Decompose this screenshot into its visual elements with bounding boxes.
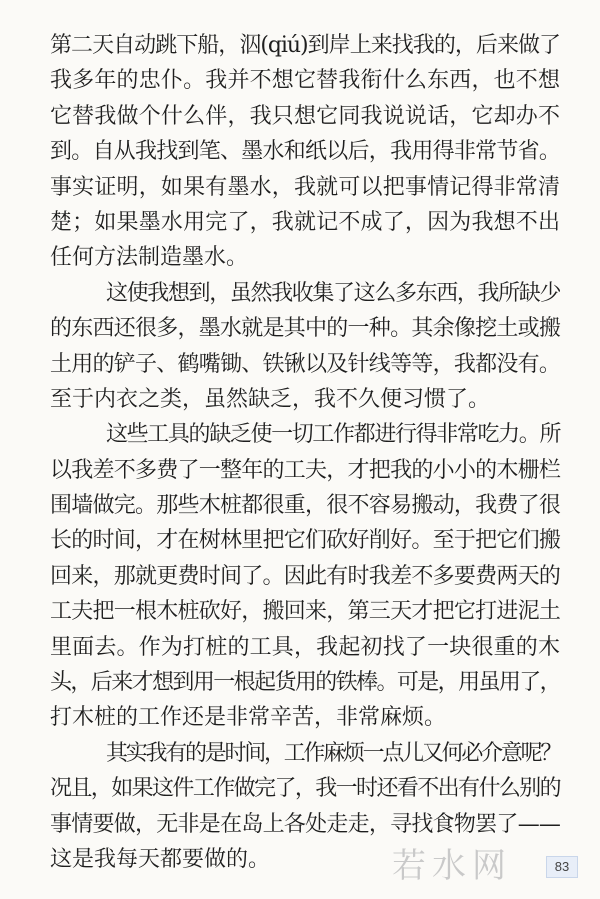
text-line: 第二天自动跳下船，泅(qiú)到岸上来找我的，后来做了 bbox=[50, 33, 560, 58]
text-line: 况且，如果这件工作做完了，我一时还看不出有什么别的 bbox=[50, 776, 560, 802]
text-line: 打木桩的工作还是非常辛苦，非常麻烦。 bbox=[50, 705, 447, 731]
text-line: 楚；如果墨水用完了，我就记不成了，因为我想不出 bbox=[50, 209, 560, 235]
text-line: 回来，那就更费时间了。因此有时我差不多要费两天的 bbox=[50, 563, 560, 589]
page-number: 83 bbox=[546, 856, 578, 878]
text-line: 围墙做完。那些木桩都很重，很不容易搬动，我费了很 bbox=[50, 493, 560, 519]
text-line: 里面去。作为打桩的工具，我起初找了一块很重的木 bbox=[50, 634, 560, 660]
paragraph-start: 其实我有的是时间，工作麻烦一点儿又何必介意呢？ bbox=[106, 740, 560, 766]
text-line: 事实证明，如果有墨水，我就可以把事情记得非常清 bbox=[50, 174, 560, 200]
text-line: 土用的铲子、鹤嘴锄、铁锹以及针线等等，我都没有。 bbox=[50, 351, 560, 377]
paragraph-start: 这些工具的缺乏使一切工作都进行得非常吃力。所 bbox=[106, 422, 560, 448]
text-line: 以我差不多费了一整年的工夫，才把我的小小的木栅栏 bbox=[50, 457, 560, 483]
text-line: 它替我做个什么伴，我只想它同我说说话，它却办不 bbox=[50, 103, 560, 129]
page-body bbox=[50, 28, 560, 877]
text-line: 的东西还很多，墨水就是其中的一种。其余像挖土或搬 bbox=[50, 316, 560, 342]
watermark: 若水网 bbox=[392, 846, 512, 886]
text-line: 我多年的忠仆。我并不想它替我衔什么东西，也不想 bbox=[50, 68, 560, 94]
text-line: 头，后来才想到用一根起货用的铁棒。可是，用虽用了， bbox=[50, 670, 560, 696]
text-line: 到。自从我找到笔、墨水和纸以后，我用得非常节省。 bbox=[50, 139, 560, 165]
text-line: 事情要做，无非是在岛上各处走走，寻找食物罢了—— bbox=[50, 811, 560, 837]
text-line: 至于内衣之类，虽然缺乏，我不久便习惯了。 bbox=[50, 386, 491, 412]
paragraph-start: 这使我想到，虽然我收集了这么多东西，我所缺少 bbox=[106, 280, 560, 306]
text-line: 长的时间，才在树林里把它们砍好削好。至于把它们搬 bbox=[50, 528, 560, 554]
text-line: 工夫把一根木桩砍好，搬回来，第三天才把它打进泥土 bbox=[50, 599, 560, 625]
text-line: 这是我每天都要做的。 bbox=[50, 846, 271, 872]
text-line: 任何方法制造墨水。 bbox=[50, 245, 249, 271]
